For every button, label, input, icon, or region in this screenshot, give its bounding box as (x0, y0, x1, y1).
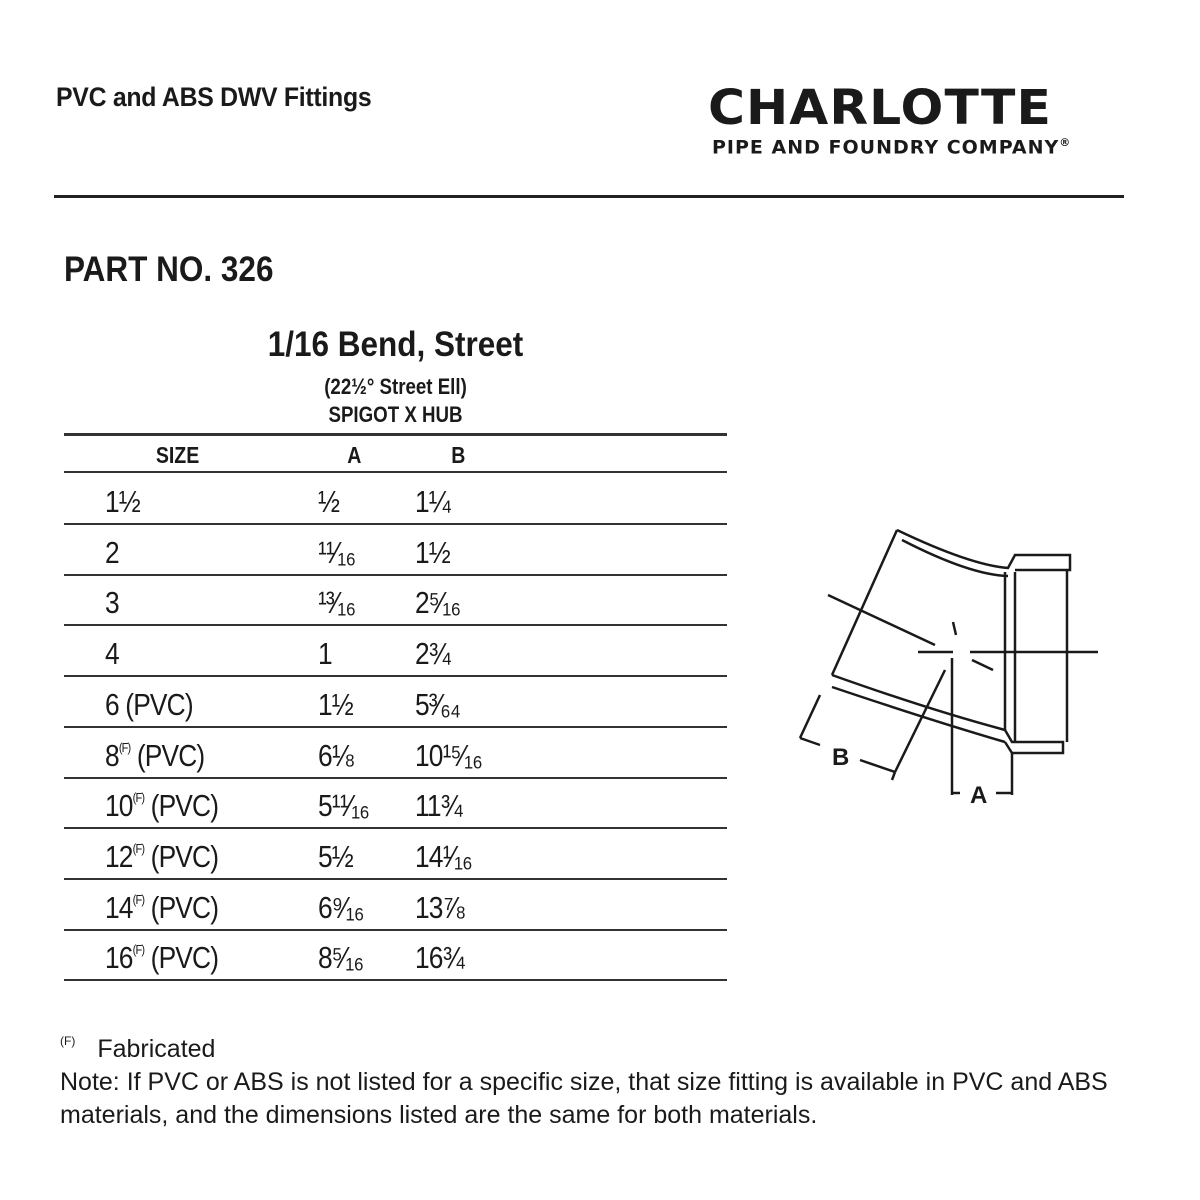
size-value: 10 (105, 788, 133, 824)
logo-sub (708, 136, 1118, 158)
dimension-label-a: A (970, 782, 988, 809)
size-cell (105, 940, 218, 976)
fabricated-mark: (F) (60, 1034, 76, 1048)
fitting-type: SPIGOT X HUB (328, 402, 463, 427)
row-rule (64, 523, 727, 525)
fabricated-label: Fabricated (97, 1035, 216, 1063)
dimension-b-cell: 2¾ (415, 636, 450, 672)
fabricated-mark: (F) (132, 942, 145, 958)
material-value: (PVC) (144, 940, 219, 976)
size-value: 14 (105, 889, 133, 925)
table-header-rule (64, 471, 727, 473)
row-rule (64, 574, 727, 576)
column-header-a: A (347, 442, 362, 468)
dimension-b-cell: 10¹⁵⁄₁₆ (415, 737, 482, 773)
fabricated-mark: (F) (132, 891, 145, 907)
part-number: PART NO. 326 (64, 250, 274, 289)
dimension-b-cell: 1¼ (415, 484, 450, 519)
row-rule (64, 827, 727, 829)
size-cell (105, 636, 119, 672)
column-header-b: B (451, 442, 466, 468)
size-value: 2 (105, 534, 119, 570)
dimension-a-cell: ¹³⁄₁₆ (318, 585, 356, 621)
row-rule (64, 878, 727, 880)
size-value: 3 (105, 585, 119, 621)
size-value: 4 (105, 636, 119, 672)
size-cell (105, 535, 119, 571)
dimension-b-cell: 2⁵⁄₁₆ (415, 585, 461, 621)
size-value: 1½ (105, 484, 140, 519)
size-cell (105, 890, 218, 926)
fitting-alt-name: (22½° Street Ell) (324, 374, 467, 399)
logo-sub-text: PIPE AND FOUNDRY COMPANY (712, 136, 1060, 159)
dimension-a-cell: 5½ (318, 838, 353, 874)
dimension-b-cell: 1½ (415, 534, 450, 570)
document-header-title: PVC and ABS DWV Fittings (56, 82, 372, 112)
fabricated-mark: (F) (118, 739, 131, 755)
dimension-a-cell: ½ (318, 484, 340, 519)
size-value: 8 (105, 737, 119, 773)
size-cell (105, 839, 218, 875)
row-rule (64, 929, 727, 931)
size-cell (105, 484, 140, 520)
size-cell (105, 788, 218, 824)
fabricated-mark: (F) (132, 790, 145, 806)
material-value: (PVC) (118, 686, 193, 722)
dimension-b-cell: 11¾ (415, 788, 462, 824)
fabricated-mark: (F) (132, 840, 145, 856)
size-value: 16 (105, 940, 133, 976)
size-value: 6 (105, 686, 119, 722)
material-note: Note: If PVC or ABS is not listed for a specific size, that size fitting is available in PVC and ABS materials, and the dimensions listed are the same for both materials. (60, 1068, 1108, 1129)
material-value: (PVC) (144, 788, 219, 824)
dimension-a-cell: 5¹¹⁄₁₆ (318, 788, 370, 824)
row-rule (64, 624, 727, 626)
table-top-rule (64, 433, 727, 436)
dimension-a-cell: 6⁹⁄₁₆ (318, 889, 364, 925)
dimension-b-cell: 14¹⁄₁₆ (415, 838, 472, 874)
size-cell (105, 585, 119, 621)
size-cell (105, 687, 193, 723)
dimension-b-cell: 16¾ (415, 940, 464, 976)
dimension-b-cell: 13⅞ (415, 889, 464, 925)
column-header-size: SIZE (155, 442, 200, 468)
fitting-subtitle (114, 372, 678, 430)
fitting-title: 1/16 Bend, Street (267, 325, 524, 364)
material-value: (PVC) (144, 889, 219, 925)
dimension-a-cell: ¹¹⁄₁₆ (318, 534, 356, 570)
fitting-diagram (780, 510, 1120, 810)
footnotes (60, 1025, 1180, 1132)
logo-main: CHARLOTTE (708, 80, 1052, 136)
material-value: (PVC) (144, 838, 219, 874)
size-cell (105, 738, 204, 774)
size-value: 12 (105, 838, 133, 874)
row-rule (64, 777, 727, 779)
row-rule (64, 726, 727, 728)
row-rule (64, 675, 727, 677)
dimension-a-cell: 8⁵⁄₁₆ (318, 940, 364, 976)
dimension-b-cell: 5³⁄₆₄ (415, 686, 460, 722)
dimension-a-cell: 1 (318, 636, 332, 672)
row-rule (64, 979, 727, 981)
dimension-a-cell: 6⅛ (318, 737, 353, 773)
dimension-label-b: B (832, 744, 850, 771)
dimension-a-cell: 1½ (318, 686, 353, 722)
material-value: (PVC) (130, 737, 205, 773)
fabricated-footnote (60, 1025, 1180, 1066)
header-divider (54, 195, 1124, 198)
company-logo (708, 80, 1118, 159)
registered-mark: ® (1059, 136, 1072, 149)
